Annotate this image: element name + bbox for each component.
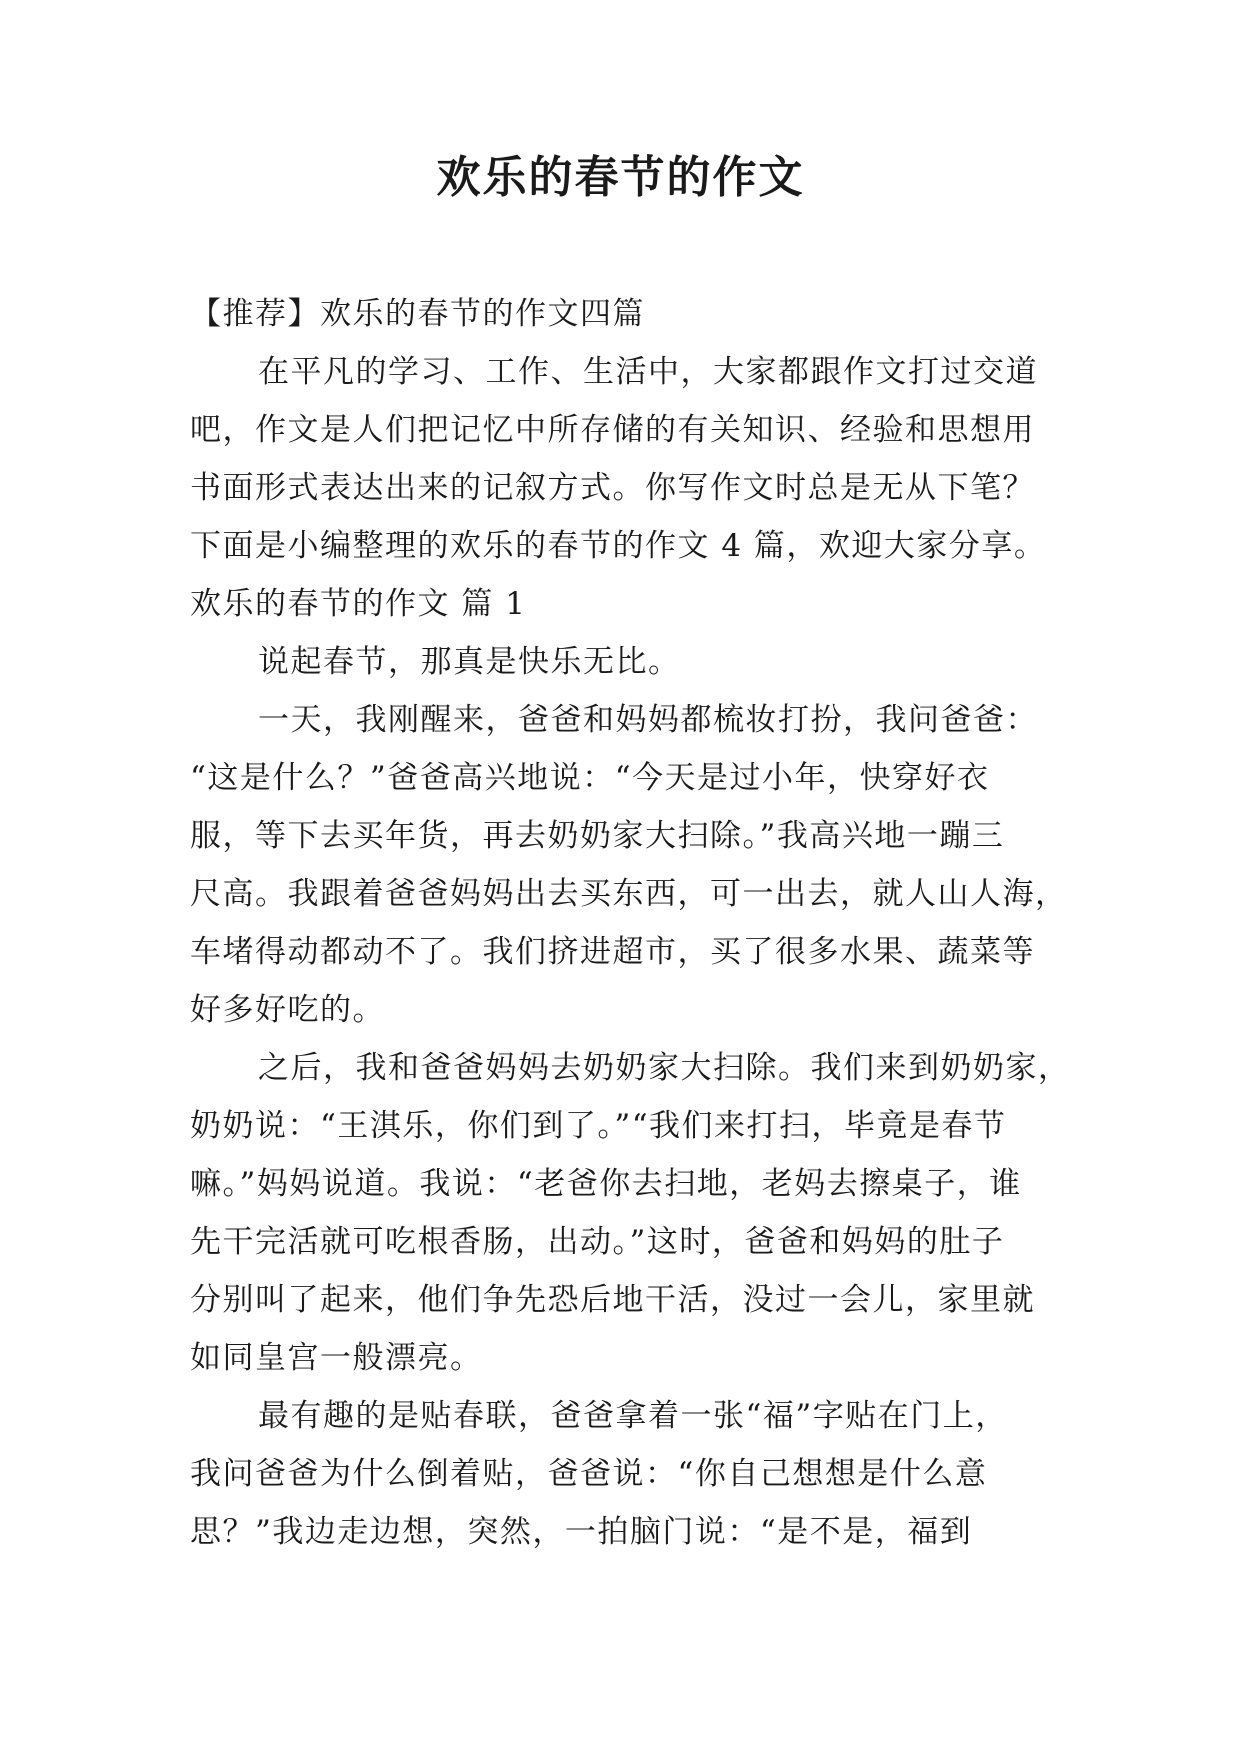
text-line: 尺高。我跟着爸爸妈妈出去买东西，可一出去，就人山人海， — [190, 876, 1068, 912]
text-line: 在平凡的学习、工作、生活中，大家都跟作文打过交道 — [258, 354, 1038, 390]
text-line: 书面形式表达出来的记叙方式。你写作文时总是无从下笔？ — [190, 470, 1035, 506]
text-line: 【推荐】欢乐的春节的作文四篇 — [190, 296, 645, 332]
text-line: 奶奶说：“王淇乐，你们到了。”“我们来打扫，毕竟是春节 — [190, 1108, 1007, 1144]
text-line: 我问爸爸为什么倒着贴，爸爸说：“你自己想想是什么意 — [190, 1456, 988, 1492]
text-line: 服，等下去买年货，再去奶奶家大扫除。”我高兴地一蹦三 — [190, 818, 1005, 854]
text-line: 一天，我刚醒来，爸爸和妈妈都梳妆打扮，我问爸爸： — [258, 702, 1038, 738]
text-line: 先干完活就可吃根香肠，出动。”这时，爸爸和妈妈的肚子 — [190, 1224, 1005, 1260]
text-line: 吧，作文是人们把记忆中所存储的有关知识、经验和思想用 — [190, 412, 1035, 448]
text-line: 车堵得动都动不了。我们挤进超市，买了很多水果、蔬菜等 — [190, 934, 1035, 970]
text-line: 最有趣的是贴春联，爸爸拿着一张“福”字贴在门上， — [258, 1398, 1008, 1434]
text-line: 好多好吃的。 — [190, 992, 385, 1028]
document-title: 欢乐的春节的作文 — [436, 152, 805, 203]
text-line: 说起春节，那真是快乐无比。 — [258, 644, 681, 680]
text-line: 之后，我和爸爸妈妈去奶奶家大扫除。我们来到奶奶家， — [258, 1050, 1071, 1086]
section-heading: 欢乐的春节的作文 篇 1 — [190, 586, 527, 622]
text-line: “这是什么？”爸爸高兴地说：“今天是过小年，快穿好衣 — [190, 760, 990, 796]
text-line: 如同皇宫一般漂亮。 — [190, 1340, 483, 1376]
text-line: 下面是小编整理的欢乐的春节的作文 4 篇，欢迎大家分享。 — [190, 528, 1047, 564]
document-body — [190, 285, 1071, 1561]
text-line: 分别叫了起来，他们争先恐后地干活，没过一会儿，家里就 — [190, 1282, 1035, 1318]
text-line: 嘛。”妈妈说道。我说：“老爸你去扫地，老妈去擦桌子，谁 — [190, 1166, 1022, 1202]
text-line: 思？”我边走边想，突然，一拍脑门说：“是不是，福到 — [190, 1514, 973, 1550]
